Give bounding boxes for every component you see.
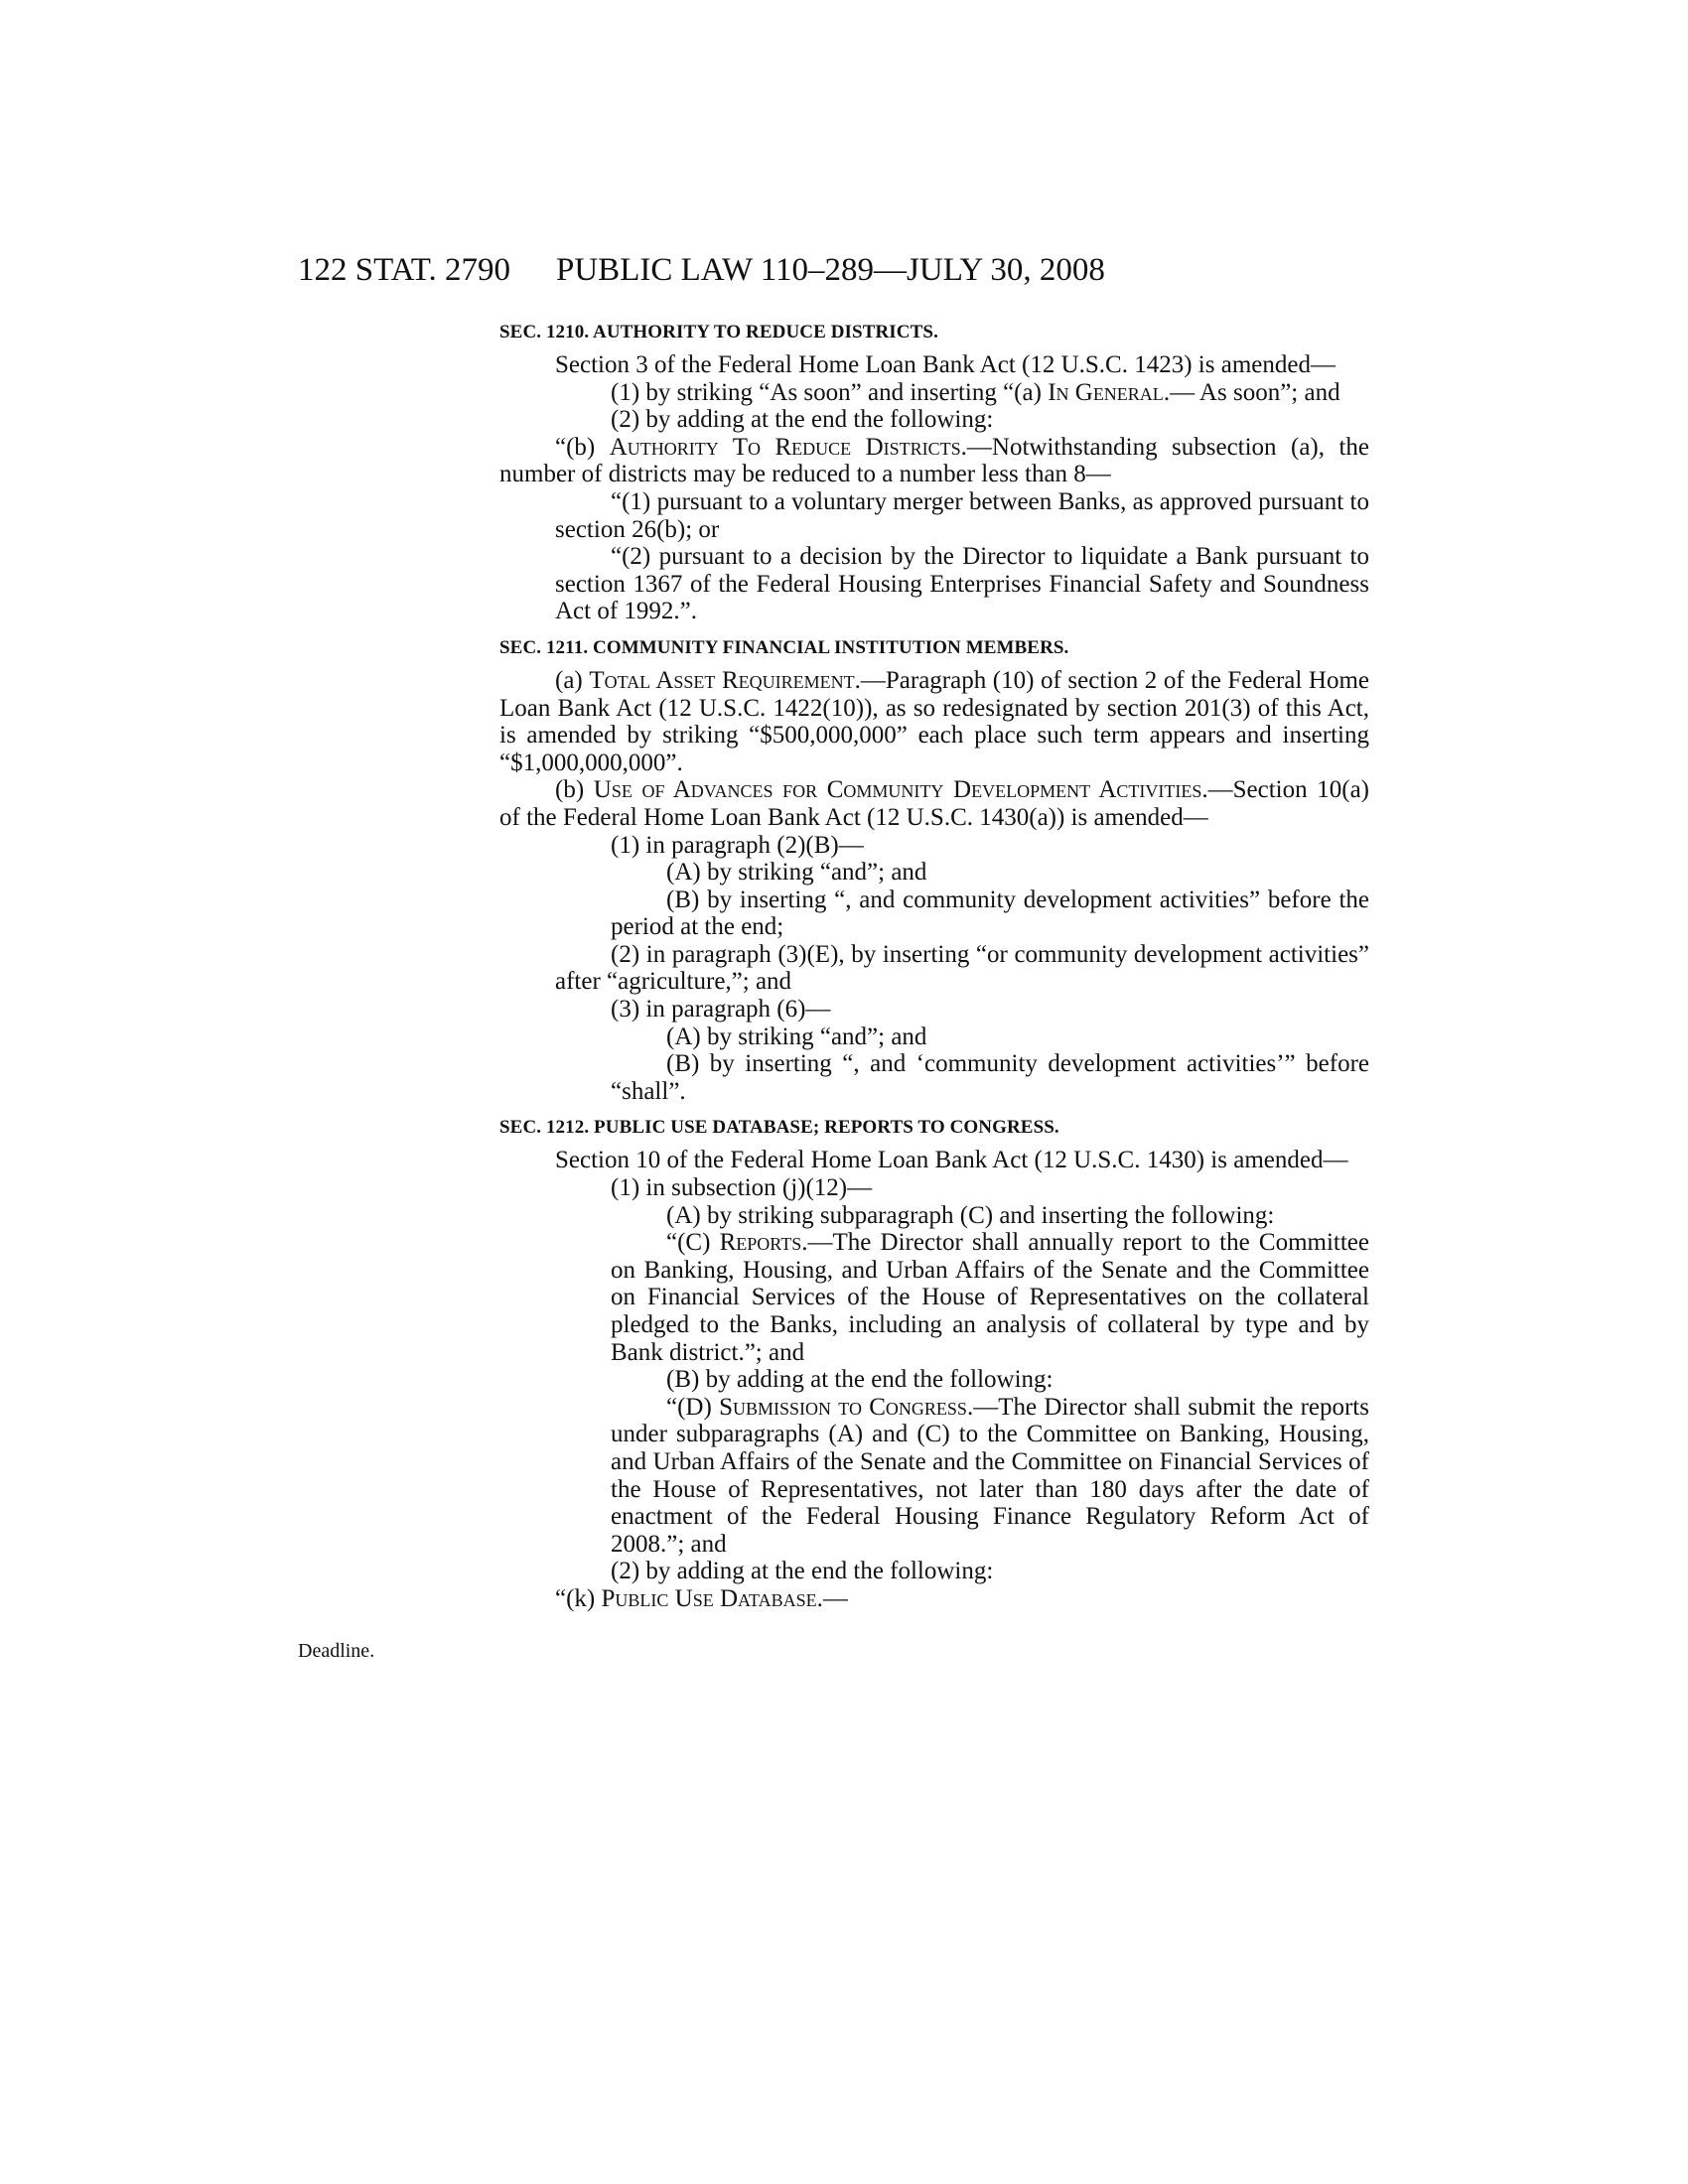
paragraph: (1) in subsection (j)(12)—	[611, 1174, 873, 1202]
paragraph: (A) by striking “and”; and	[666, 1023, 927, 1050]
paragraph: (A) by striking “and”; and	[666, 859, 927, 887]
paragraph: (B) by adding at the end the following:	[666, 1366, 1054, 1394]
paragraph: (2) by adding at the end the following:	[611, 1558, 994, 1585]
paragraph: Section 3 of the Federal Home Loan Bank Act (12 U.S.C. 1423) is amended—	[555, 351, 1336, 378]
paragraph: (b) Use of Advances for Community Development Activities.—Section 10(a) of the Federal Home Loan Bank Act (12 U.S.C. 1430(a)) is amended—	[499, 776, 1369, 831]
paragraph: “(k) Public Use Database.—	[555, 1584, 848, 1612]
section-heading-1210: SEC. 1210. AUTHORITY TO REDUCE DISTRICTS.	[499, 322, 938, 342]
paragraph: (2) by adding at the end the following:	[611, 406, 994, 434]
paragraph: “(2) pursuant to a decision by the Director to liquidate a Bank pursuant to section 1367 of the Federal Housing Enterprises Financial Safety and Soundness Act of 1992.”.	[555, 543, 1369, 625]
paragraph: (3) in paragraph (6)—	[611, 996, 831, 1024]
paragraph: (B) by inserting “, and ‘community development activities’” before “shall”.	[611, 1050, 1369, 1105]
paragraph: “(1) pursuant to a voluntary merger between Banks, as approved pursuant to section 26(b); or	[555, 487, 1369, 543]
paragraph: (2) in paragraph (3)(E), by inserting “or community development activities” after “agriculture,”; and	[555, 940, 1369, 996]
margin-note-deadline: Deadline.	[298, 1640, 375, 1662]
page-header	[298, 250, 1291, 290]
paragraph: (B) by inserting “, and community development activities” before the period at the end;	[611, 886, 1369, 941]
paragraph: (a) Total Asset Requirement.—Paragraph (10) of section 2 of the Federal Home Loan Bank Act (12 U.S.C. 1422(10)), as so redesignated by section 201(3) of this Act, is amended by striking “$500,000,000” each place such term appears and inserting “$1,000,000,000”.	[499, 666, 1370, 776]
section-heading-1211: SEC. 1211. COMMUNITY FINANCIAL INSTITUTION MEMBERS.	[499, 636, 1069, 658]
public-law-title: PUBLIC LAW 110–289—JULY 30, 2008	[556, 252, 1105, 288]
paragraph: (A) by striking subparagraph (C) and inserting the following:	[666, 1201, 1275, 1229]
statute-page-number: 122 STAT. 2790	[298, 252, 511, 288]
section-heading-1212: SEC. 1212. PUBLIC USE DATABASE; REPORTS TO CONGRESS.	[499, 1117, 1059, 1139]
paragraph: (1) in paragraph (2)(B)—	[611, 831, 864, 859]
paragraph: “(C) Reports.—The Director shall annually report to the Committee on Banking, Housing, and Urban Affairs of the Senate and the Committee on Financial Services of the House of Representatives on the collateral pledged to the Banks, including an analysis of collateral by type and by Bank district.”; and	[611, 1229, 1370, 1366]
paragraph: Section 10 of the Federal Home Loan Bank Act (12 U.S.C. 1430) is amended—	[555, 1147, 1348, 1174]
paragraph: “(D) Submission to Congress.—The Director shall submit the reports under subparagraphs (A) and (C) to the Committee on Banking, Housing, and Urban Affairs of the Senate and the Committee on Financial Services of the House of Representatives, not later than 180 days after the date of enactment of the Federal Housing Finance Regulatory Reform Act of 2008.”; and	[611, 1393, 1369, 1558]
paragraph: “(b) Authority To Reduce Districts.—Notwithstanding subsection (a), the number of districts may be reduced to a number less than 8—	[499, 433, 1370, 488]
document-body	[499, 320, 1369, 1613]
paragraph: (1) by striking “As soon” and inserting “(a) In General.— As soon”; and	[611, 378, 1340, 406]
